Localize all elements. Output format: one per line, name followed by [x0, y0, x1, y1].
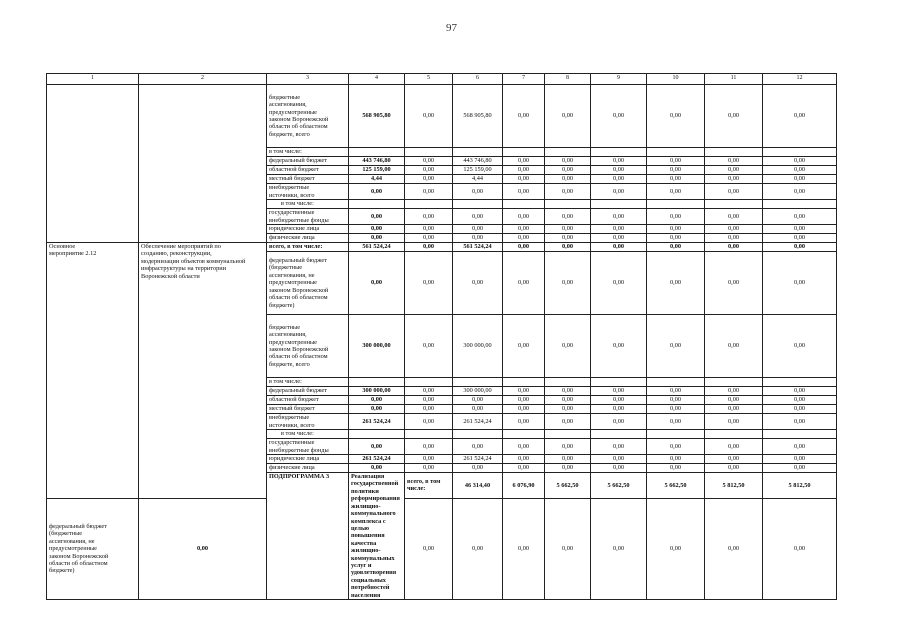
- amount-cell: 0,00: [591, 243, 647, 252]
- amount-cell: 0,00: [647, 439, 705, 455]
- funding-source: в том числе:: [267, 378, 349, 387]
- amount-cell: [453, 378, 503, 387]
- amount-cell: 0,00: [453, 405, 503, 414]
- funding-source: юридические лица: [267, 455, 349, 464]
- amount-cell: 0,00: [453, 184, 503, 200]
- amount-cell: 0,00: [545, 175, 591, 184]
- header-row: [47, 74, 837, 85]
- amount-cell: 0,00: [591, 157, 647, 166]
- amount-cell: 0,00: [405, 166, 453, 175]
- amount-cell: 0,00: [453, 439, 503, 455]
- column-header: 5: [405, 74, 453, 85]
- funding-source: внебюджетные источники, всего: [267, 414, 349, 430]
- funding-source: в том числе:: [267, 148, 349, 157]
- amount-cell: 0,00: [763, 498, 837, 600]
- amount-cell: 0,00: [405, 234, 453, 243]
- amount-cell: 0,00: [545, 166, 591, 175]
- amount-cell: 0,00: [591, 439, 647, 455]
- amount-cell: 0,00: [763, 184, 837, 200]
- amount-cell: 0,00: [503, 315, 545, 378]
- amount-cell: 0,00: [545, 243, 591, 252]
- amount-cell: 0,00: [545, 498, 591, 600]
- amount-cell: 0,00: [545, 85, 591, 148]
- amount-cell: 0,00: [763, 252, 837, 315]
- amount-cell: 0,00: [503, 498, 545, 600]
- amount-cell: 5 662,50: [647, 473, 705, 499]
- amount-cell: 0,00: [349, 405, 405, 414]
- amount-cell: 0,00: [763, 439, 837, 455]
- amount-cell: [591, 200, 647, 209]
- table-row: [47, 85, 837, 148]
- amount-cell: 0,00: [647, 414, 705, 430]
- amount-cell: 0,00: [453, 234, 503, 243]
- funding-source: всего, в том числе:: [405, 473, 453, 499]
- funding-source: физические лица: [267, 234, 349, 243]
- funding-source: государственные внебюджетные фонды: [267, 209, 349, 225]
- amount-cell: 0,00: [705, 175, 763, 184]
- amount-cell: 0,00: [647, 243, 705, 252]
- amount-cell: [705, 430, 763, 439]
- amount-cell: [405, 430, 453, 439]
- amount-cell: 261 524,24: [453, 414, 503, 430]
- amount-cell: [503, 148, 545, 157]
- funding-source: федеральный бюджет (бюджетные ассигнования, не предусмотренные законом Воронежской области об областном бюджете): [47, 498, 139, 600]
- amount-cell: 0,00: [405, 225, 453, 234]
- amount-cell: 0,00: [647, 175, 705, 184]
- amount-cell: 0,00: [591, 405, 647, 414]
- amount-cell: 0,00: [705, 396, 763, 405]
- amount-cell: 0,00: [763, 396, 837, 405]
- amount-cell: 0,00: [705, 439, 763, 455]
- amount-cell: 261 524,24: [349, 455, 405, 464]
- amount-cell: 0,00: [591, 166, 647, 175]
- amount-cell: [647, 148, 705, 157]
- amount-cell: 0,00: [545, 225, 591, 234]
- amount-cell: [647, 378, 705, 387]
- amount-cell: 561 524,24: [349, 243, 405, 252]
- amount-cell: 0,00: [647, 455, 705, 464]
- measure-title: Реализация государственной политики реформирования жилищно-коммунального комплекса с целью повышения качества жилищно-коммунальных услуг и удовлетворения социальных потребностей населения: [349, 473, 405, 600]
- amount-cell: 0,00: [591, 464, 647, 473]
- amount-cell: 0,00: [545, 414, 591, 430]
- amount-cell: 0,00: [705, 209, 763, 225]
- amount-cell: 4,44: [453, 175, 503, 184]
- amount-cell: 0,00: [545, 455, 591, 464]
- amount-cell: [453, 200, 503, 209]
- amount-cell: 0,00: [647, 166, 705, 175]
- amount-cell: 0,00: [763, 225, 837, 234]
- amount-cell: 0,00: [647, 225, 705, 234]
- amount-cell: 0,00: [763, 405, 837, 414]
- amount-cell: 0,00: [545, 315, 591, 378]
- amount-cell: 0,00: [705, 464, 763, 473]
- funding-source: областной бюджет: [267, 166, 349, 175]
- amount-cell: 0,00: [647, 184, 705, 200]
- amount-cell: [763, 430, 837, 439]
- amount-cell: 0,00: [763, 209, 837, 225]
- amount-cell: 300 000,00: [349, 387, 405, 396]
- amount-cell: 0,00: [503, 439, 545, 455]
- amount-cell: 443 746,80: [453, 157, 503, 166]
- funding-source: бюджетные ассигнования, предусмотренные законом Воронежской области об областном бюджете, всего: [267, 315, 349, 378]
- budget-table: [46, 73, 837, 600]
- amount-cell: [763, 200, 837, 209]
- amount-cell: [763, 378, 837, 387]
- amount-cell: 0,00: [705, 234, 763, 243]
- amount-cell: 5 812,50: [763, 473, 837, 499]
- amount-cell: 0,00: [503, 405, 545, 414]
- amount-cell: 0,00: [503, 252, 545, 315]
- amount-cell: 0,00: [591, 209, 647, 225]
- amount-cell: 0,00: [453, 209, 503, 225]
- amount-cell: 0,00: [591, 85, 647, 148]
- amount-cell: 0,00: [763, 166, 837, 175]
- measure-title: Обеспечение мероприятий по созданию, реконструкции, модернизации объектов коммунальной инфраструктуры на территории Воронежской области: [139, 243, 267, 499]
- amount-cell: 6 076,90: [503, 473, 545, 499]
- amount-cell: 0,00: [349, 396, 405, 405]
- amount-cell: 0,00: [545, 439, 591, 455]
- amount-cell: 0,00: [763, 315, 837, 378]
- column-header: 10: [647, 74, 705, 85]
- amount-cell: 0,00: [647, 234, 705, 243]
- column-header: 1: [47, 74, 139, 85]
- amount-cell: 0,00: [503, 243, 545, 252]
- amount-cell: 0,00: [545, 184, 591, 200]
- funding-source: федеральный бюджет: [267, 157, 349, 166]
- page-number: 97: [446, 22, 457, 34]
- amount-cell: 0,00: [763, 464, 837, 473]
- amount-cell: [591, 430, 647, 439]
- amount-cell: [349, 200, 405, 209]
- amount-cell: 0,00: [503, 175, 545, 184]
- table-row: [47, 498, 837, 600]
- amount-cell: 0,00: [503, 387, 545, 396]
- amount-cell: [647, 200, 705, 209]
- amount-cell: 0,00: [503, 184, 545, 200]
- amount-cell: 0,00: [545, 405, 591, 414]
- amount-cell: [503, 378, 545, 387]
- amount-cell: 0,00: [545, 252, 591, 315]
- amount-cell: [405, 200, 453, 209]
- column-header: 8: [545, 74, 591, 85]
- amount-cell: 0,00: [647, 157, 705, 166]
- amount-cell: 0,00: [405, 414, 453, 430]
- column-header: 7: [503, 74, 545, 85]
- amount-cell: 5 662,50: [545, 473, 591, 499]
- amount-cell: 0,00: [763, 85, 837, 148]
- amount-cell: 0,00: [405, 498, 453, 600]
- funding-source: местный бюджет: [267, 405, 349, 414]
- amount-cell: [591, 378, 647, 387]
- amount-cell: 0,00: [763, 414, 837, 430]
- amount-cell: 0,00: [405, 439, 453, 455]
- funding-source: государственные внебюджетные фонды: [267, 439, 349, 455]
- amount-cell: 0,00: [763, 455, 837, 464]
- funding-source: физические лица: [267, 464, 349, 473]
- amount-cell: 0,00: [405, 157, 453, 166]
- funding-source: федеральный бюджет: [267, 387, 349, 396]
- column-header: 4: [349, 74, 405, 85]
- amount-cell: 0,00: [405, 209, 453, 225]
- amount-cell: 0,00: [405, 85, 453, 148]
- amount-cell: 300 000,00: [349, 315, 405, 378]
- amount-cell: 0,00: [705, 166, 763, 175]
- amount-cell: 0,00: [349, 252, 405, 315]
- amount-cell: 0,00: [503, 157, 545, 166]
- amount-cell: [591, 148, 647, 157]
- amount-cell: 0,00: [453, 498, 503, 600]
- amount-cell: 0,00: [591, 414, 647, 430]
- amount-cell: 0,00: [405, 455, 453, 464]
- measure-code: Основное мероприятие 2.12: [47, 243, 139, 499]
- funding-source: федеральный бюджет (бюджетные ассигнования, не предусмотренные законом Воронежской области об областном бюджете): [267, 252, 349, 315]
- amount-cell: 0,00: [503, 396, 545, 405]
- amount-cell: 443 746,80: [349, 157, 405, 166]
- amount-cell: 0,00: [591, 498, 647, 600]
- row-group-cell: [47, 85, 139, 243]
- amount-cell: 0,00: [647, 85, 705, 148]
- amount-cell: 0,00: [405, 387, 453, 396]
- amount-cell: 0,00: [503, 464, 545, 473]
- amount-cell: [545, 148, 591, 157]
- amount-cell: 300 000,00: [453, 387, 503, 396]
- amount-cell: 0,00: [349, 225, 405, 234]
- amount-cell: 0,00: [405, 464, 453, 473]
- amount-cell: 261 524,24: [453, 455, 503, 464]
- amount-cell: [453, 430, 503, 439]
- amount-cell: 0,00: [647, 405, 705, 414]
- amount-cell: 0,00: [705, 157, 763, 166]
- amount-cell: 0,00: [591, 315, 647, 378]
- amount-cell: 0,00: [763, 157, 837, 166]
- amount-cell: 0,00: [503, 166, 545, 175]
- amount-cell: 0,00: [503, 209, 545, 225]
- amount-cell: 0,00: [705, 315, 763, 378]
- amount-cell: 0,00: [591, 396, 647, 405]
- amount-cell: 0,00: [453, 396, 503, 405]
- row-group-cell: [139, 85, 267, 243]
- table-row: [47, 243, 837, 252]
- amount-cell: 0,00: [705, 225, 763, 234]
- funding-source: в том числе:: [267, 200, 349, 209]
- amount-cell: [545, 378, 591, 387]
- amount-cell: 0,00: [763, 175, 837, 184]
- amount-cell: 0,00: [705, 455, 763, 464]
- amount-cell: [545, 430, 591, 439]
- amount-cell: 0,00: [349, 464, 405, 473]
- amount-cell: 0,00: [453, 464, 503, 473]
- column-header: 9: [591, 74, 647, 85]
- amount-cell: 0,00: [405, 184, 453, 200]
- amount-cell: 0,00: [405, 243, 453, 252]
- amount-cell: 0,00: [545, 209, 591, 225]
- amount-cell: [647, 430, 705, 439]
- amount-cell: 0,00: [591, 175, 647, 184]
- amount-cell: 0,00: [705, 243, 763, 252]
- amount-cell: 0,00: [503, 455, 545, 464]
- amount-cell: 300 000,00: [453, 315, 503, 378]
- amount-cell: 0,00: [705, 414, 763, 430]
- amount-cell: 0,00: [545, 387, 591, 396]
- amount-cell: 0,00: [647, 209, 705, 225]
- column-header: 12: [763, 74, 837, 85]
- amount-cell: 125 159,00: [349, 166, 405, 175]
- amount-cell: 0,00: [349, 184, 405, 200]
- column-header: 11: [705, 74, 763, 85]
- amount-cell: [545, 200, 591, 209]
- amount-cell: 0,00: [139, 498, 267, 600]
- amount-cell: 0,00: [591, 184, 647, 200]
- amount-cell: 0,00: [705, 387, 763, 396]
- funding-source: местный бюджет: [267, 175, 349, 184]
- amount-cell: 0,00: [647, 498, 705, 600]
- amount-cell: 0,00: [545, 157, 591, 166]
- amount-cell: 0,00: [545, 234, 591, 243]
- amount-cell: 0,00: [763, 387, 837, 396]
- amount-cell: 0,00: [647, 315, 705, 378]
- column-header: 2: [139, 74, 267, 85]
- amount-cell: 5 662,50: [591, 473, 647, 499]
- amount-cell: 0,00: [705, 252, 763, 315]
- funding-source: юридические лица: [267, 225, 349, 234]
- amount-cell: 0,00: [453, 225, 503, 234]
- amount-cell: 0,00: [405, 252, 453, 315]
- amount-cell: [503, 200, 545, 209]
- amount-cell: [349, 148, 405, 157]
- amount-cell: 0,00: [705, 184, 763, 200]
- amount-cell: 0,00: [591, 455, 647, 464]
- amount-cell: 5 812,50: [705, 473, 763, 499]
- amount-cell: [705, 200, 763, 209]
- amount-cell: [763, 148, 837, 157]
- amount-cell: 0,00: [705, 498, 763, 600]
- amount-cell: 0,00: [503, 225, 545, 234]
- amount-cell: [349, 430, 405, 439]
- amount-cell: 0,00: [545, 464, 591, 473]
- amount-cell: 0,00: [503, 414, 545, 430]
- amount-cell: 0,00: [591, 234, 647, 243]
- amount-cell: 0,00: [503, 85, 545, 148]
- amount-cell: 0,00: [591, 252, 647, 315]
- amount-cell: 261 524,24: [349, 414, 405, 430]
- amount-cell: [705, 148, 763, 157]
- amount-cell: 125 159,00: [453, 166, 503, 175]
- amount-cell: 0,00: [503, 234, 545, 243]
- amount-cell: 0,00: [405, 315, 453, 378]
- amount-cell: [405, 148, 453, 157]
- amount-cell: 0,00: [405, 405, 453, 414]
- amount-cell: [349, 378, 405, 387]
- column-header: 3: [267, 74, 349, 85]
- amount-cell: [503, 430, 545, 439]
- amount-cell: 4,44: [349, 175, 405, 184]
- funding-source: областной бюджет: [267, 396, 349, 405]
- amount-cell: 0,00: [349, 209, 405, 225]
- amount-cell: [453, 148, 503, 157]
- amount-cell: 0,00: [647, 387, 705, 396]
- amount-cell: 568 905,80: [349, 85, 405, 148]
- amount-cell: 46 314,40: [453, 473, 503, 499]
- amount-cell: 0,00: [349, 234, 405, 243]
- amount-cell: 561 524,24: [453, 243, 503, 252]
- amount-cell: 0,00: [705, 405, 763, 414]
- amount-cell: 0,00: [591, 225, 647, 234]
- amount-cell: 0,00: [763, 234, 837, 243]
- amount-cell: 0,00: [591, 387, 647, 396]
- amount-cell: 0,00: [763, 243, 837, 252]
- funding-source: внебюджетные источники, всего: [267, 184, 349, 200]
- amount-cell: 0,00: [647, 396, 705, 405]
- amount-cell: 568 905,80: [453, 85, 503, 148]
- amount-cell: 0,00: [647, 252, 705, 315]
- amount-cell: 0,00: [705, 85, 763, 148]
- funding-source: в том числе:: [267, 430, 349, 439]
- amount-cell: [405, 378, 453, 387]
- amount-cell: 0,00: [545, 396, 591, 405]
- amount-cell: 0,00: [349, 439, 405, 455]
- column-header: 6: [453, 74, 503, 85]
- measure-code: ПОДПРОГРАММА 3: [267, 473, 349, 600]
- funding-source: бюджетные ассигнования, предусмотренные законом Воронежской области об областном бюджете, всего: [267, 85, 349, 148]
- amount-cell: 0,00: [405, 396, 453, 405]
- amount-cell: [705, 378, 763, 387]
- amount-cell: 0,00: [405, 175, 453, 184]
- amount-cell: 0,00: [453, 252, 503, 315]
- funding-source: всего, в том числе:: [267, 243, 349, 252]
- amount-cell: 0,00: [647, 464, 705, 473]
